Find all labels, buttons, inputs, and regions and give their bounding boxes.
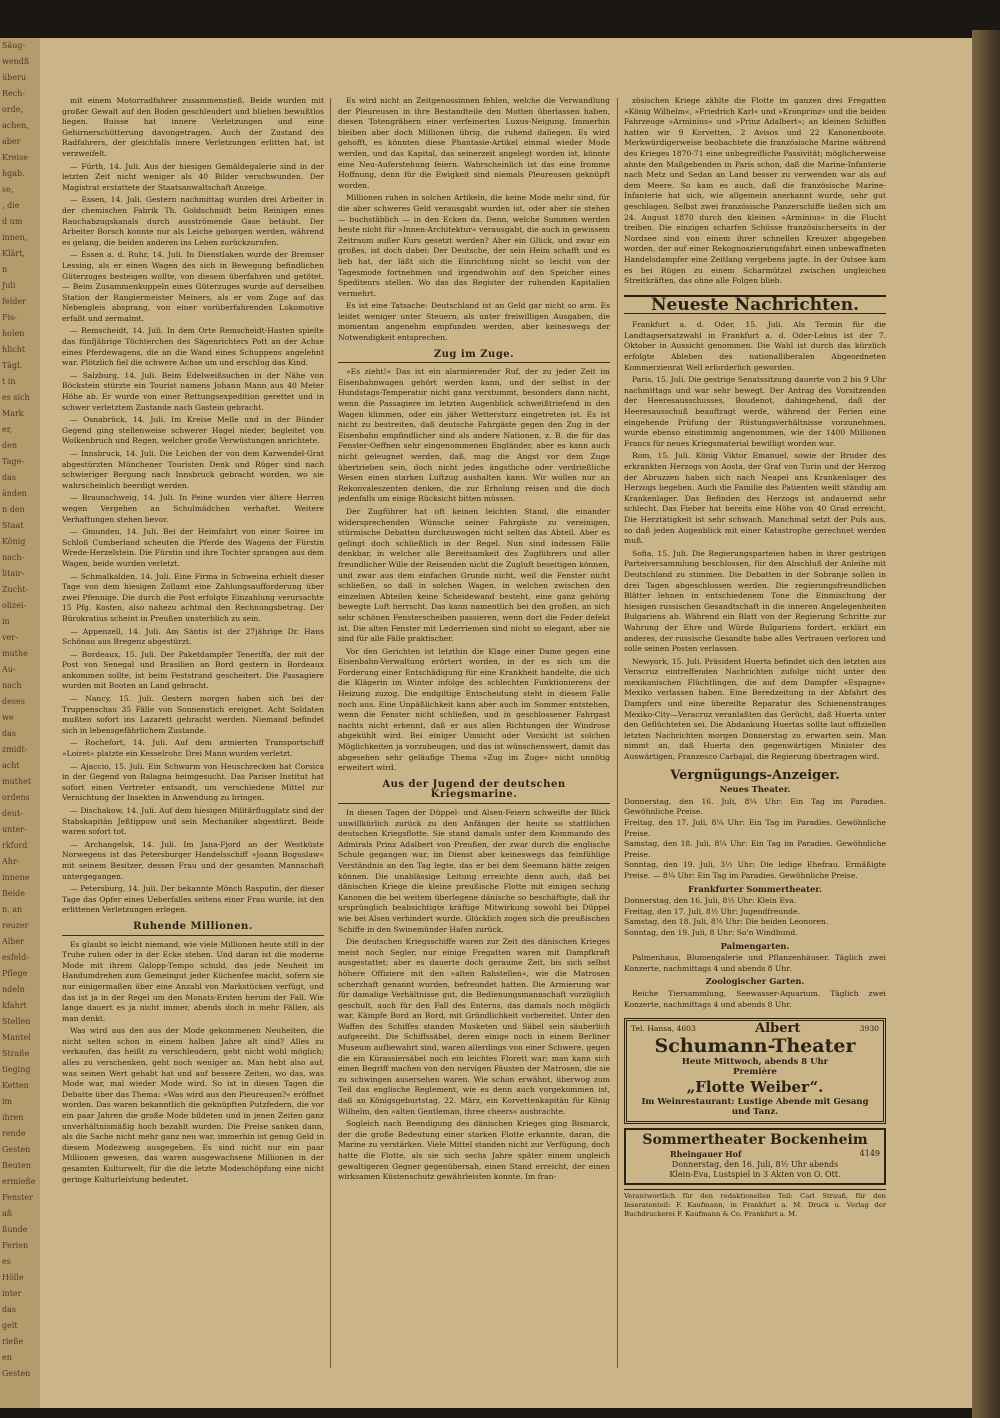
gutter-fragment: es sich [2,393,30,402]
paragraph: — Petersburg, 14. Juli. Der bekannte Mönch Rasputin, der dieser Tage das Opfer eines Ueberfalles seitens einer Frau wurde, ist den erlittenen Verletzungen erlegen. [62,884,324,915]
column-2 [338,96,610,1366]
gutter-fragment: Ahr- [2,857,20,866]
gutter-fragment: Fis- [2,313,17,322]
gutter-fragment: das [2,729,16,738]
gutter-fragment: Ferien [2,1241,29,1250]
gutter-fragment: , die [2,201,20,210]
neues-theater-listing [624,797,886,882]
gutter-fragment: orde, [2,105,24,114]
paragraph: — Nancy, 15. Juli. Gestern morgen haben sich bei der Truppenschau 35 Fälle von Sonnenstich ereignet. Acht Soldaten mußten sofort ins Lazarett gebracht werden. Niemand befindet sich in lebensgefährlichem Zustande. [62,694,324,735]
ad-bockenheim-num: 4149 [859,1149,880,1159]
gutter-fragment: Straße [2,1049,30,1058]
gutter-fragment: änden [2,489,27,498]
paragraph: zösischen Kriege zählte die Flotte im ganzen drei Fregatten »König Wilhelm«, »Friedrich Karl« und »Kronprinz« und die beiden Fahrzeuge »Arminius« und »Prinz Adalbert«; an kleinen Schiffen hatten wir 9 Korvetten, 2 Avisos und 22 Kanonenboote. Merkwürdigerweise beobachtete die französische Marine während des Krieges 1870-71 eine unbegreifliche Passivität; möglicherweise ahnte den Maßgebenden in Paris schon, daß die Marine-Infanterie nach Metz und Sedan an Land besser zu verwenden war als auf dem Meere. So kam es auch, daß die französische Marine-Infanterie hat sich, wie allgemein anerkannt wurde, sehr gut geschlagen. Selbst zwei französische Panzerschiffe ließen sich am 24. August 1870 durch den kleinen »Arminius« in die Flucht treiben. Die einzigen scharfen Schüsse französischerseits in der Nordsee sind von einem ihrer schnellen Kreuzer abgegeben worden, der auf einer Rekognoszierungsfahrt einen unbewaffneten Handelsdampfer eine Zeitlang vergebens jagte. In der Ostsee kam es bei Rügen zu einem Scharmützel zwischen ungleichen Streitkräften, das ohne alle Folgen blieb. [624,96,886,286]
gutter-fragment: nach [2,681,22,690]
article-ruhende-millionen-cont [338,96,610,344]
paragraph: Sogleich nach Beendigung des dänischen Krieges ging Bismarck, der die große Bedeutung einer starken Flotte erkannte, daran, die Marine zu verstärken. Viele Mittel standen nicht zur Verfügung, doch hatte die Flotte, als sie sich sechs Jahre später einem ungleich gewaltigeren Gegner gegenübersah, einen Stand erreicht, der einen wirksamen Küstenschutz gewährleisten konnte. Im fran- [338,1119,610,1182]
listing-line: Donnerstag, den 16. Juli, 8½ Uhr: Klein Eva. [624,896,797,906]
ad-bockenheim-sub: Rheingauer Hof [670,1149,742,1160]
gutter-fragment: reuzer [2,921,29,930]
gutter-fragment: Gesten [2,1369,31,1378]
gutter-fragment: muthet [2,777,32,786]
zoo-heading: Zoologischer Garten. [705,976,805,987]
gutter-fragment: felder [2,297,26,306]
paragraph: Newyork, 15. Juli. Präsident Huerta befindet sich den letzten aus Veracruz eintreffenden Nachrichten zufolge nicht unter den mexikanischen Flüchtlingen, die auf dem Dampfer »Espagne« Mexiko verlassen haben. Eine Beredzeitung in der Abfahrt des Dampfers und eine übereilte Reparatur des Schienenstranges Mexiko-City—Veracruz veranlaßten das Gerücht, daß Huerta unter den Geflüchteten sei. Die Abdankung Huertas sollte laut offiziellen letzten Nachrichten morgen Donnerstag zu erwarten sein. Man nimmt an, daß Huerta den gegenwärtigen Minister des Auswärtigen, Franzesco Carbajal, die Regierung übertragen wird. [624,656,886,762]
paragraph: Sofia, 15. Juli. Die Regierungsparteien haben in ihrer gestrigen Parteiversammlung beschlossen, für den Abschluß der Anleihe mit Deutschland zu stimmen. Die Debatten in der Sobranje sollen in drei Tagen abgeschlossen werden. Die regierungsfreundlichen Blätter lehnen in entschiedenem Tone die Einmischung der hiesigen russischen Gesandtschaft in die inneren Angelegenheiten Bulgariens ab. Während ein Blatt von der Regierung Schritte zur Wahrung der Ehre und Würde Bulgariens fordert, erklärt ein anderes, der russische Gesandte habe alles Vertrauen verloren und solle seinen Posten verlassen. [624,548,886,654]
gutter-fragment: Pflege [2,969,28,978]
gutter-fragment: en [2,1353,12,1362]
paragraph: — Bordeaux, 15. Juli. Der Paketdampfer Teneriffa, der mit der Post von Senegal und Brasilien an Bord gestern in Bordeaux ankommen sollte, ist beim Feststrand gescheitert. Die Passagiere wurden mit Booten an Land gebracht. [62,649,324,691]
paragraph: — Ajaccio, 15. Juli. Ein Schwarm von Heuschrecken hat Corsica in der Gegend von Balagna heimgesucht. Das Pariser Institut hat sofort einen Vertreter entsandt, um verschiedene Mittel zur Vernichtung der Insekten in Anwendung zu bringen. [62,761,324,803]
article-kriegsmarine [338,808,610,1183]
paragraph: Es wird nicht an Zeitgenossinnen fehlen, welche die Verwandlung der Pleureusen in ihre Bestandteile den Motten überlassen haben, diesen Totengräbern einer verfeinerten Luxus-Neigung. Immerhin bleiben aber doch Millionen übrig, die ruhend daliegen. Es wird gehofft, es könnten diese Phantasie-Artikel einmal wieder Mode werden, und das Kapital, das seinerzeit angelegt worden ist, könnte eine Neu-Auferstehung feiern. Wahrscheinlich ist das eine fromme Hoffnung, denn für die Ewigkeit sind niemals Pleureusen geknüpft worden. [338,96,610,190]
gutter-fragment: Säug- [2,41,26,50]
listing-line: Samstag, den 18. Juli, 8¼ Uhr: Ein Tag im Paradies. Gewöhnliche Preise. [624,839,886,859]
gutter-fragment: Zucht- [2,585,29,594]
gutter-fragment: achen, [2,121,29,130]
listing-line: Freitag, den 17. Juli, 8½ Uhr: Jugendfreunde. [624,906,800,916]
gutter-fragment: n den [2,505,25,514]
gutter-fragment: aber [2,137,21,146]
gutter-fragment: ermieße [2,1177,36,1186]
gutter-fragment: ßunde [2,1225,28,1234]
gutter-fragment: rkford [2,841,28,850]
gutter-fragment: er, [2,425,13,434]
gutter-fragment: Au- [2,665,16,674]
gutter-fragment: Mark [2,409,24,418]
listing-line: Donnerstag, den 16. Juli, 8¼ Uhr: Ein Tag im Paradies. Gewöhnliche Preise. [624,796,886,817]
gutter-fragment: Gesten [2,1145,31,1154]
ad-number: 3930 [859,1024,879,1034]
gutter-fragment: es [2,1257,11,1266]
paragraph: Die deutschen Kriegsschiffe waren zur Zeit des dänischen Krieges meist noch Segler, nur einige Fregatten waren mit Dampfkraft ausgestattet; aber es dauerte doch geraume Zeit, bis sich selbst höhere Offiziere mit den »alten Rahstellen«, wie die Matrosen scherzhaft genannt wurden, befreundet hatten. Die Armierung war für damalige Verhältnisse gut, die Bedienungsmannschaft vorzüglich geschult, auch für den Fall des Enterns, das damals noch möglich war, Kämpfe Bord an Bord, mit Gründlichkeit vorbereitet. Unter den Waffen des Schiffes standen Musketen und Säbel sein säuberlich aufgereiht. Die Schiffssäbel, deren einige noch in einem Berliner Museum aufbewahrt sind, waren allerdings von einer Schwere, gegen die ein Kürassiersäbel noch ein leichtes Florett war; man kann sich einen Begriff machen von den nervigen Fäusten der Matrosen, die sie zu schwingen ausersehen waren. Wie schon erwähnt, überwog zum Teil das englische Reglement, wie es denn auch vorgekommen ist, daß an Königsgeburtstag, 22. März, ein Korvettenkapitän für König Wilhelm, den »alten Gentleman, three cheers« ausbrachte. [338,937,610,1116]
gutter-fragment: innene [2,873,30,882]
ad-bockenheim-name: Sommertheater Bockenheim [642,1132,868,1149]
gutter-fragment: n [2,265,8,274]
paragraph: Was wird aus den aus der Mode gekommenen Neuheiten, die nicht selten schon in einem halben Jahre alt sind? Alles zu verkaufen, das heißt zu verschleudern, geht nicht wohl möglich; alles zu verschenken, geht noch weniger an. Man hebt also auf, was seinen Wert gehabt hat und auf bessere Zeiten, wo das, was Mode war, mal wieder Mode wird. So ist in diesen Tagen die Debatte über das Thema: »Was wird aus den Pleureusen?« eröffnet worden. Das waren bekanntlich die geknüpften Putzfedern, die vor ein paar Jahren die große Mode bildeten und in jenen Zeiten ganz unverhältnismäßig hoch bezahlt wurden. Die Preise sanken dann, als die Sache nicht mehr ganz neu war, immerhin ist genug Geld in diesem Modezweig ausgegeben. Es sind nicht nur ein paar Millionen gewesen, das waren ausgewachsene Millionen in der gesamten Kulturwelt, für die die letzte Modeschöpfung eine nicht geringe Kulturleistung bedeutet. [62,1026,324,1184]
ad-albert: Albert [755,1021,801,1037]
gutter-fragment: innen, [2,233,28,242]
gutter-fragment: das [2,1305,16,1314]
paragraph: Paris, 15. Juli. Die gestrige Senatssitzung dauerte von 2 bis 9 Uhr nachmittags und war sehr bewegt. Der Antrag des Vorsitzenden der Heeresausschusses, Boudenot, dahingehend, daß der Heeresausschuß beauftragt werde, während der Ferien eine eingehende Prüfung der Rüstungsverhältnisse vorzunehmen, wurde ebenso einstimmig angenommen, wie der 1400 Millionen Francs für neues Kriegsmaterial bewilligt worden war. [624,375,886,448]
gutter-fragment: d um [2,217,23,226]
heading-zug-im-zuge: Zug im Zuge. [338,350,610,364]
paragraph: — Braunschweig, 14. Juli. In Peine wurden vier ältere Herren wegen Vergehen an Schulmädchen verhaftet. Weitere Verhaftungen stehen bevor. [62,493,324,524]
paragraph: Millionen ruhen in solchen Artikeln, die keine Mode mehr sind, für die aber schweres Geld verausgabt wurden ist, oder aber sie stehen — buchstäblich — in den Ecken da. Denn, welche Summen werden heute nicht für »Innen-Architektur« verausgabt, die auch in gewissem Zeitraum außer Kurs gesetzt werden? Aber ein Glück, und zwar ein großes, ist doch dabei: Der Deutsche, der sein Heim schafft und es lieb hat, der läßt sich die Einrichtung nicht so leicht von der Tagesmode fortnehmen und irgendwohin auf den Speicher eines Spediteurs stellen. Wo das das Register der ruhenden Kapitalien vermehrt. [338,193,610,298]
paragraph: — Rochefort, 14. Juli. Auf dem armierten Transportschiff »Loiret« platzte ein Kesselrohr. Drei Mann wurden verletzt. [62,738,324,759]
listing-line: Sonntag, den 19. Juli, 8 Uhr: So'n Windhund. [624,927,798,937]
gutter-fragment: Tägl. [2,361,23,370]
gutter-fragment: Ketten [2,1081,29,1090]
column-rule [330,98,331,1368]
gutter-fragment: Beide [2,889,26,898]
gutter-fragment: deses [2,697,25,706]
paragraph: — Innsbruck, 14. Juli. Die Leichen der von dem Karwendel-Grat abgestürzten Münchener Touristen Denk und Rüger sind nach schwieriger Bergung nach Innsbruck gebracht worden, wo sie wahrscheinlich beerdigt werden. [62,449,324,490]
gutter-fragment: we [2,713,14,722]
gutter-fragment: litair- [2,569,25,578]
gutter-fragment: wendß [2,57,30,66]
newspaper-page [40,38,972,1408]
gutter-fragment: Kreise [2,153,28,162]
gutter-fragment: König [2,537,26,546]
gutter-fragment: kfahrt [2,1001,27,1010]
gutter-fragment: Stellen [2,1017,31,1026]
gutter-fragment: se, [2,185,14,194]
book-edge [972,30,1000,1418]
gutter-fragment: Hölle [2,1273,24,1282]
imprint: Verantwortlich für den redaktionellen Teil: Carl Strauß, für den Inseratenteil: F. Kaufmann, in Frankfurt a. M. Druck u. Verlag der Buchdruckerei F. Kaufmann & Co. Frankfurt a. M. [624,1189,886,1219]
ad-line3: Im Weinrestaurant: Lustige Abende mit Gesang und Tanz. [641,1096,869,1118]
gutter-fragment: Tage- [2,457,25,466]
gutter-fragment: deut- [2,809,23,818]
listing-line: Sonntag, den 19. Juli, 3½ Uhr: Die ledige Ehefrau. Ermäßigte Preise. — 8¼ Uhr: Ein Tag im Paradies. Gewöhnliche Preise. [624,860,886,880]
ad-schumann-theater [624,1018,886,1124]
article-kriegsmarine-cont [624,96,886,287]
paragraph: — Dischakow, 14. Juli. Auf dem hiesigen Militärflugplatz sind der Stabskapitän Jeßtippow und sein Mechaniker abgestürzt. Beide waren sofort tot. [62,806,324,837]
heading-ruhende-millionen: Ruhende Millionen. [62,922,324,936]
gutter-fragment: gelt [2,1321,18,1330]
gutter-fragment: Juli [2,281,16,290]
gutter-fragment: in [2,617,10,626]
gutter-fragment: hgab. [2,169,25,178]
paragraph: »Es zieht!« Das ist ein alarmierender Ruf, der zu jeder Zeit im Eisenbahnwagen gehört werden kann, und der selbst in der Hundstags-Temperatur nicht ganz verstummt, besonders dann nicht, wenn die Passagiere im letzten Augenblick schweißtriefend in den Wagen klimmen, oder ein jäher Wettersturz eingetreten ist. Es ist nicht zu bestreiten, daß deutsche Fahrgäste gegen den Zug in der Eisenbahn empfindlicher sind als andere Nationen, z. B. die für das Fenster-Oeffnen sehr eingenommenen Engländer, aber es kann auch nicht geleugnet werden, daß, mag die Angst vor dem Zuge übertrieben sein, doch nicht jedes ängstliche oder verdrießliche Wesen einen starken Luftzug aushalten kann. Wir wollen nur an Rekonvaleszenten denken, die zur Erholung reisen und die doch jedenfalls um einige Rücksicht bitten müssen. [338,367,610,504]
heading-kriegsmarine: Aus der Jugend der deutschen Kriegsmarine. [338,780,610,804]
palmengarten-text: Palmenhaus, Blumengalerie und Pflanzenhäuser. Täglich zwei Konzerte, nachmittags 4 und abends 8 Uhr. [624,953,886,973]
article-zug-im-zuge [338,367,610,774]
gutter-fragment: überu [2,73,26,82]
gutter-fragment: holen [2,329,25,338]
ad-theater-name: Schumann-Theater [654,1034,856,1057]
gutter-fragment: olizei- [2,601,27,610]
gutter-fragment: tieging [2,1065,31,1074]
gutter-fragment: ver- [2,633,18,642]
gutter-fragment: t in [2,377,16,386]
gutter-fragment: unter- [2,825,27,834]
gutter-fragment: inter [2,1289,22,1298]
left-page-gutter [0,38,40,1408]
gutter-fragment: Staat [2,521,24,530]
gutter-fragment: hlicht [2,345,26,354]
ad-line2: Première [733,1067,777,1078]
sommertheater-listing [624,896,886,938]
gutter-fragment: acht [2,761,20,770]
gutter-fragment: zmidt- [2,745,28,754]
news-items [624,320,886,762]
gutter-fragment: im [2,1097,13,1106]
ad-phone: Tel. Hansa, 4603 [631,1024,696,1034]
gutter-fragment: aß [2,1209,13,1218]
paragraph: — Essen a. d. Ruhr, 14. Juli. In Dienstlaken wurde der Bremser Lessing, als er einen Wagen des sich in Bewegung befindlichen Güterzuges besteigen wollte, von diesem überfahren und getötet. — Beim Zusammenkuppeln eines Güterzuges wurde auf derselben Station der Rangiermeister Meiners, als er vom Zuge auf das Nebengleis absprang, von einer vorüberfahrenden Lokomotive erfaßt und zermalmt. [62,250,324,323]
gutter-fragment: Beuten [2,1161,31,1170]
gutter-fragment: Klärt, [2,249,25,258]
gutter-fragment: Fenster [2,1193,33,1202]
ad-sommertheater-bockenheim [624,1128,886,1185]
gutter-fragment: muthe [2,649,28,658]
column-rule [617,98,618,1368]
gutter-fragment: n, an [2,905,23,914]
paragraph: Es ist eine Tatsache: Deutschland ist an Geld gar nicht so arm. Es leidet weniger unter Steuern, als unter freiwilligen Ausgaben, die momentan angenehm empfunden werden, aber keineswegs der Notwendigkeit entsprechen. [338,301,610,343]
paragraph: Frankfurt a. d. Oder, 15. Juli. Als Termin für die Landtagsersatzwahl in Frankfurt a. d. Oder-Lebus ist der 7. Oktober in Aussicht genommen. Die Wahl ist durch das kürzlich erfolgte Ableben des nationalliberalen Abgeordneten Kommerzienrat Well erforderlich geworden. [624,320,886,372]
ad-play-title: „Flotte Weiber“. [686,1077,824,1096]
heading-neueste-nachrichten: Neueste Nachrichten. [624,295,886,315]
paragraph: — Essen, 14. Juli. Gestern nachmittag wurden drei Arbeiter in der chemischen Fabrik Th. Goldschmidt beim Reinigen eines Rauchabzugskanals durch ausströmende Gase betäubt. Der Arbeiter Borsch konnte nur als Leiche geborgen werden, während es gelang, die beiden anderen ins Leben zurückzurufen. [62,195,324,247]
paragraph: — Appenzell, 14. Juli. Am Säntis ist der 27jährige Dr. Hans Schönau aus Bregenz abgestürzt. [62,626,324,647]
paragraph: — Fürth, 14. Juli. Aus der hiesigen Gemäldegalerie sind in der letzten Zeit nicht weniger als 40 Bilder verschwunden. Der Magistrat erstattete der Staatsanwaltschaft Anzeige. [62,161,324,192]
ad-line1: Heute Mittwoch, abends 8 Uhr [681,1056,829,1067]
gutter-fragment: Mantel [2,1033,31,1042]
paragraph: — Salzburg, 14. Juli. Beim Edelweißsuchen in der Nähe von Böckstein stürzte ein Tourist namens Johann Mann aus 40 Meter Höhe ab. Er wurde von einer Rettungsexpedition gerettet und in schwer verletztem Zustande nach Gastein gebracht. [62,370,324,412]
neues-theater-heading: Neues Theater. [719,784,791,795]
paragraph: Rom, 15. Juli. König Viktor Emanuel, sowie der Bruder des erkrankten Herzogs von Aosta, der Graf von Turin und der Herzog der Abruzzen haben sich nach Neapel ans Krankenlager des Herzogs begeben. Auch die Familie des Patienten weilt ständig am Krankenlager. Das Befinden des Herzogs ist andauernd sehr schlecht. Das Fieber hat bereits eine Höhe von 40 Grad erreicht. Die Herztätigkeit ist sehr schwach. Manchmal setzt der Puls aus, so daß jeden Augenblick mit einer Katastrophe gerechnet werden muß. [624,451,886,546]
paragraph: Der Zugführer hat oft keinen leichten Stand, die einander widersprechenden Wünsche seiner Fahrgäste zu vereinigen, stürmische Debatten durchzuwogen nicht selten das Abteil. Aber es gelingt doch schließlich in der Regel. Nun sind indessen Fälle denkbar, in welcher alle Bereitsamkeit des Zugführers und aller freundlicher Wille der Reisenden nicht die Zugluft beseitigen können, und zwar aus dem einfachen Grunde nicht, weil die Fenster nicht schließen, so daß in solchen Wagen, in welchen zwischen den einzelnen Abteilen keine Scheidewand besteht, eine ganz gehörig bewegte Luft herrscht. Das kann namentlich bei den großen, an sich sehr schönen Fensterscheiben passieren, wenn dort die Feder defekt ist. Die alten Fenster mit Lederriemen sind nicht so elegant, aber sie sind für alle Fälle praktischer. [338,506,610,644]
gutter-fragment: ihren [2,1113,24,1122]
article-ruhende-millionen [62,940,324,1186]
gutter-fragment: rieße [2,1337,24,1346]
palmengarten-heading: Palmengarten. [720,940,790,951]
gutter-fragment: Rech- [2,89,26,98]
paragraph: — Remscheidt, 14. Juli. In dem Orte Remscheidt-Hasten spielte das fünfjährige Töchterchen des Sägenrichters Pott an der Achse eines Pferdewagens, die an die Wand eines Schuppens angelehnt war. Plötzlich fiel die schwere Achse um und erschlug das Kind. [62,326,324,368]
gutter-fragment: nach- [2,553,25,562]
paragraph: In diesen Tagen der Düppel- und Alsen-Feiern schweifte der Blick unwillkürlich zurück zu den Anfängen der heute so stattlichen deutschen Kriegsflotte. Sie stand damals unter dem Kommando des Admirals Prinz Adalbert von Preußen, der zwar durch die englische Schule gegangen war, im Dienst aber keineswegs das feinfühlige Verständnis an den Tag legte, das er bei dem Seemann hätte zeigen können. Die unablässige Leitung erreichte denn auch, daß bei dänischen Kriege die kleine preußische Flotte mit einigen sechzig Kanonen die bei weitem überlegene dänische so beschäftigte, daß ihr ursprünglich beabsichtigte kräftige Mitwirkung sowohl bei Düppel wie bei Alsen verhindert wurde. Glücklich zogen sich die preußischen Schiffe in den Swinemünder Hafen zurück. [338,808,610,934]
paragraph: Vor den Gerichten ist letzthin die Klage einer Dame gegen eine Eisenbahn-Verwaltung erörtert worden, in der es sich um die Forderung einer Entschädigung für eine Krankheit handelte, die sich die Klägerin im Winter infolge des schlechten Funktionierens der Heizung zuzog. Die endgiltige Entscheidung steht in diesem Falle noch aus. Eine Unpäßlichkeit kann aber auch im Sommer entstehen, wenn die Fenster nicht schließen, und in geschlossener Fahrgast nachts nicht erkennt, daß er aus allen Richtungen der Windrose abgekühlt wird. Bei einiger Umsicht oder Vorsicht ist solchen Möglichkeiten ja vorzubeugen, und das ist wünschenswert, damit das abgesehen sehr geläufige Thema »Zug im Zuge« nicht unnötig erweitert wird. [338,646,610,773]
gutter-fragment: das [2,473,16,482]
gutter-fragment: esfeld- [2,953,29,962]
paragraph: Es glaubt so leicht niemand, wie viele Millionen heute still in der Truhe ruhen oder in der Ecke stehen. Und daran ist die moderne Mode mit ihrem Galopp-Tempo schuld, das jede Neuheit im Handumdrehen zum Gemeingut jeder Küchenfee macht, sofern sie nur einigermaßen über eine Anzahl von Markstücken verfügt, und das ist ja in der Regel um den Monats-Ersten herum der Fall. Wie lange dauert es ja nicht immer, abends doch in mehr Fällen, als man denkt. [62,939,324,1023]
heading-vergnuegungs-anzeiger: Vergnügungs-Anzeiger. [670,767,840,783]
sommertheater-heading: Frankfurter Sommertheater. [688,883,822,894]
gutter-fragment: rende [2,1129,26,1138]
zoo-text: Reiche Tiersammlung, Seewasser-Aquarium. Täglich zwei Konzerte, nachmittags 4 und abends 8 Uhr. [624,988,886,1009]
ad-bockenheim-line2: Klein-Eva, Lustspiel in 3 Akten von O. Ott. [669,1170,841,1180]
column-3 [624,96,886,1376]
paragraph: mit einem Motorradfahrer zusammenstieß. Beide wurden mit großer Gewalt auf den Boden geschleudert und blieben bewußtlos liegen. Buisse hat innere Verletzungen und eine Gehirnerschütterung davongetragen. Auch der Zustand des Radfahrers, der gleichfalls innere Verletzungen erlitten hat, ist verzweifelt. [62,96,324,158]
paragraph: — Gmunden, 14. Juli. Bei der Heimfahrt von einer Soiree im Schloß Cumberland scheuten die Pferde des Wagens der Fürstin Wrede-Herzelstein. Die Fürstin und ihre Tochter sprangen aus dem Wagen, beide wurden verletzt. [62,527,324,568]
paragraph: — Archangelsk, 14. Juli. Im Jana-Fjord an der Westküste Norwegens ist das Petersburger Handelsschiff »Joann Boguslaw« mit seinem Besitzer, dessen Frau und der gesamten Mannschaft untergegangen. [62,839,324,881]
paragraph: — Osnabrück, 14. Juli. Im Kreise Melle und in der Bünder Gegend ging stellenweise schwerer Hagel nieder, begleitet von Wolkenbruch und Regen, welcher große Verwüstungen anrichtete. [62,415,324,446]
listing-line: Samstag, den 18. Juli, 8½ Uhr: Die beiden Leonoren. [624,917,829,927]
ad-bockenheim-line1: Donnerstag, den 16. Juli, 8½ Uhr abends [671,1159,839,1169]
gutter-fragment: Alber [2,937,25,946]
paragraph: — Schmalkalden, 14. Juli. Eine Firma in Schweina erhielt dieser Tage von dem hiesigen Zollamt eine Zahlungsaufforderung über zwei Pfennige. Die durch die Post erfolgte Einzahlung verursachte 15 Pfg. Kosten, also nahezu achtmal den Rechnungsbetrag. Der Bürokratius scheint in Preußen unsterblich zu sein. [62,571,324,623]
local-news [62,96,324,916]
listing-line: Freitag, den 17. Juli, 8¼ Uhr: Ein Tag im Paradies. Gewöhnliche Preise. [624,818,886,838]
gutter-fragment: den [2,441,18,450]
column-1 [62,96,324,1366]
gutter-fragment: ndeln [2,985,25,994]
gutter-fragment: ordens [2,793,30,802]
